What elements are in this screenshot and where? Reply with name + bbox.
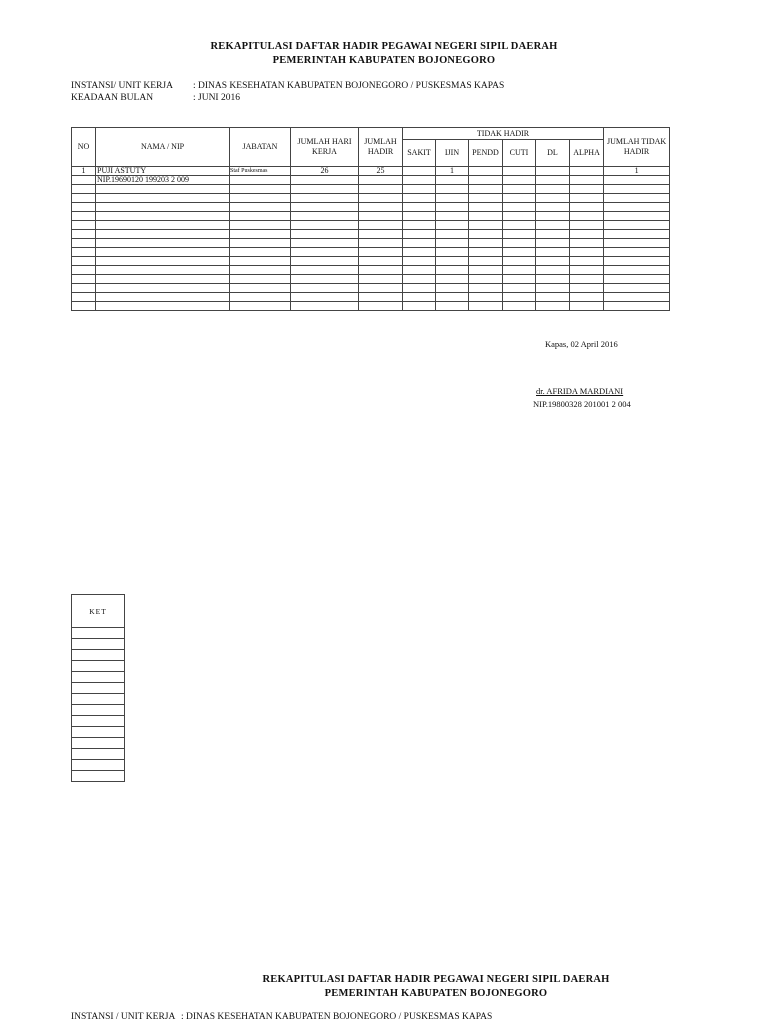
bulan-label: KEADAAN BULAN xyxy=(71,93,154,103)
table-row-empty xyxy=(72,266,670,275)
cell-jumlah-tidak-hadir: 1 xyxy=(604,167,670,176)
cell-empty xyxy=(436,212,469,221)
cell-empty xyxy=(536,221,570,230)
ket-cell xyxy=(72,760,125,771)
cell-empty xyxy=(96,257,230,266)
cell-empty xyxy=(230,275,291,284)
cell-empty xyxy=(604,194,670,203)
cell-jumlah-tidak-hadir xyxy=(604,176,670,185)
cell-empty xyxy=(536,212,570,221)
cell-dl xyxy=(536,167,570,176)
cell-empty xyxy=(469,257,503,266)
page2-title: REKAPITULASI DAFTAR HADIR PEGAWAI NEGERI SIPIL DAERAH xyxy=(262,974,610,985)
cell-empty xyxy=(604,185,670,194)
table-row-empty xyxy=(72,293,670,302)
cell-empty xyxy=(291,266,359,275)
cell-ijin xyxy=(436,176,469,185)
ket-cell xyxy=(72,749,125,760)
cell-empty xyxy=(503,185,536,194)
cell-cuti xyxy=(503,176,536,185)
table-row xyxy=(72,176,670,185)
cell-empty xyxy=(469,230,503,239)
cell-empty xyxy=(536,230,570,239)
cell-empty xyxy=(436,203,469,212)
cell-empty xyxy=(503,221,536,230)
cell-empty xyxy=(503,275,536,284)
cell-empty xyxy=(96,221,230,230)
cell-empty xyxy=(230,230,291,239)
cell-empty xyxy=(503,302,536,311)
ket-cell xyxy=(72,705,125,716)
cell-empty xyxy=(403,284,436,293)
cell-empty xyxy=(436,185,469,194)
ket-cell xyxy=(72,771,125,782)
cell-empty xyxy=(96,203,230,212)
cell-pendd xyxy=(469,176,503,185)
cell-empty xyxy=(604,230,670,239)
cell-empty xyxy=(403,194,436,203)
cell-empty xyxy=(291,203,359,212)
ket-cell xyxy=(72,683,125,694)
table-row-empty xyxy=(72,248,670,257)
table-row-empty xyxy=(72,284,670,293)
cell-empty xyxy=(536,239,570,248)
cell-empty xyxy=(72,266,96,275)
attendance-table xyxy=(71,127,670,311)
cell-empty xyxy=(604,239,670,248)
cell-empty xyxy=(604,284,670,293)
table-row-empty xyxy=(72,230,670,239)
cell-empty xyxy=(604,275,670,284)
ket-row xyxy=(72,672,125,683)
table-row-empty xyxy=(72,221,670,230)
cell-sakit xyxy=(403,167,436,176)
cell-empty xyxy=(230,239,291,248)
cell-nama: NIP.19690120 199203 2 009 xyxy=(96,176,230,185)
cell-empty xyxy=(436,266,469,275)
cell-empty xyxy=(403,203,436,212)
header-cuti: CUTI xyxy=(503,140,536,167)
ket-cell xyxy=(72,661,125,672)
cell-empty xyxy=(570,239,604,248)
header-ket: KET xyxy=(72,595,125,628)
cell-alpha xyxy=(570,167,604,176)
cell-empty xyxy=(469,302,503,311)
table-row-empty xyxy=(72,302,670,311)
cell-empty xyxy=(536,284,570,293)
cell-empty xyxy=(570,185,604,194)
cell-empty xyxy=(96,212,230,221)
header-nama: NAMA / NIP xyxy=(96,128,230,167)
cell-no: 1 xyxy=(72,167,96,176)
table-row-empty xyxy=(72,185,670,194)
cell-jabatan: Staf Puskesmas xyxy=(230,167,291,176)
cell-empty xyxy=(604,212,670,221)
cell-empty xyxy=(570,293,604,302)
cell-empty xyxy=(96,266,230,275)
cell-empty xyxy=(469,293,503,302)
instansi-value: : DINAS KESEHATAN KABUPATEN BOJONEGORO / PUSKESMAS KAPAS xyxy=(193,81,505,91)
cell-empty xyxy=(469,284,503,293)
cell-empty xyxy=(570,230,604,239)
cell-cuti xyxy=(503,167,536,176)
ket-cell xyxy=(72,639,125,650)
cell-empty xyxy=(436,248,469,257)
cell-empty xyxy=(72,185,96,194)
cell-empty xyxy=(436,284,469,293)
cell-empty xyxy=(72,221,96,230)
cell-empty xyxy=(72,293,96,302)
cell-empty xyxy=(536,248,570,257)
cell-empty xyxy=(403,302,436,311)
cell-empty xyxy=(469,194,503,203)
cell-dl xyxy=(536,176,570,185)
cell-empty xyxy=(72,212,96,221)
cell-empty xyxy=(570,248,604,257)
cell-empty xyxy=(403,266,436,275)
signer-name: dr. AFRIDA MARDIANI xyxy=(536,386,624,396)
cell-empty xyxy=(436,275,469,284)
cell-empty xyxy=(359,248,403,257)
cell-empty xyxy=(604,257,670,266)
cell-empty xyxy=(403,212,436,221)
header-no: NO xyxy=(72,128,96,167)
cell-ijin: 1 xyxy=(436,167,469,176)
header-sakit: SAKIT xyxy=(403,140,436,167)
cell-empty xyxy=(230,266,291,275)
cell-empty xyxy=(436,230,469,239)
cell-empty xyxy=(403,185,436,194)
table-row xyxy=(72,167,670,176)
cell-empty xyxy=(570,203,604,212)
cell-empty xyxy=(291,185,359,194)
place-date: Kapas, 02 April 2016 xyxy=(545,339,618,349)
ket-row xyxy=(72,749,125,760)
cell-empty xyxy=(359,194,403,203)
cell-empty xyxy=(503,257,536,266)
cell-empty xyxy=(469,266,503,275)
cell-empty xyxy=(72,284,96,293)
cell-empty xyxy=(403,257,436,266)
header-pendd: PENDD xyxy=(469,140,503,167)
cell-empty xyxy=(570,221,604,230)
cell-empty xyxy=(96,293,230,302)
cell-empty xyxy=(96,230,230,239)
cell-empty xyxy=(604,293,670,302)
signer-nip: NIP.19800328 201001 2 004 xyxy=(533,399,631,409)
table-row-empty xyxy=(72,203,670,212)
cell-empty xyxy=(359,212,403,221)
cell-empty xyxy=(536,194,570,203)
cell-empty xyxy=(503,203,536,212)
cell-empty xyxy=(604,203,670,212)
cell-empty xyxy=(469,275,503,284)
cell-empty xyxy=(230,248,291,257)
cell-empty xyxy=(604,248,670,257)
cell-empty xyxy=(536,257,570,266)
cell-nama: PUJI ASTUTY xyxy=(96,167,230,176)
header-alpha: ALPHA xyxy=(570,140,604,167)
cell-empty xyxy=(503,248,536,257)
cell-empty xyxy=(503,266,536,275)
cell-empty xyxy=(359,230,403,239)
cell-empty xyxy=(359,293,403,302)
ket-row xyxy=(72,716,125,727)
table-row-empty xyxy=(72,212,670,221)
cell-empty xyxy=(359,203,403,212)
cell-empty xyxy=(403,275,436,284)
cell-jabatan xyxy=(230,176,291,185)
cell-empty xyxy=(291,248,359,257)
cell-hari-kerja: 26 xyxy=(291,167,359,176)
cell-empty xyxy=(72,194,96,203)
cell-empty xyxy=(230,203,291,212)
cell-empty xyxy=(72,275,96,284)
cell-empty xyxy=(436,221,469,230)
cell-empty xyxy=(96,302,230,311)
cell-empty xyxy=(359,239,403,248)
cell-empty xyxy=(436,293,469,302)
cell-empty xyxy=(403,230,436,239)
instansi-label: INSTANSI/ UNIT KERJA xyxy=(71,81,173,91)
cell-empty xyxy=(291,275,359,284)
cell-sakit xyxy=(403,176,436,185)
page-title: REKAPITULASI DAFTAR HADIR PEGAWAI NEGERI SIPIL DAERAH xyxy=(210,41,558,52)
cell-empty xyxy=(536,302,570,311)
cell-empty xyxy=(359,221,403,230)
cell-empty xyxy=(536,293,570,302)
cell-empty xyxy=(230,257,291,266)
cell-empty xyxy=(230,284,291,293)
cell-hari-kerja xyxy=(291,176,359,185)
cell-empty xyxy=(72,239,96,248)
cell-empty xyxy=(570,257,604,266)
header-tidak-hadir: TIDAK HADIR xyxy=(403,128,604,140)
ket-row xyxy=(72,738,125,749)
cell-empty xyxy=(72,257,96,266)
cell-empty xyxy=(72,203,96,212)
cell-hadir xyxy=(359,176,403,185)
cell-empty xyxy=(291,221,359,230)
cell-empty xyxy=(503,212,536,221)
cell-empty xyxy=(403,239,436,248)
cell-empty xyxy=(291,194,359,203)
bulan-value: : JUNI 2016 xyxy=(193,93,240,103)
cell-empty xyxy=(291,212,359,221)
ket-cell xyxy=(72,650,125,661)
ket-cell xyxy=(72,716,125,727)
table-row-empty xyxy=(72,275,670,284)
cell-empty xyxy=(570,194,604,203)
cell-empty xyxy=(436,239,469,248)
ket-row xyxy=(72,727,125,738)
table-row-empty xyxy=(72,257,670,266)
cell-empty xyxy=(604,221,670,230)
cell-empty xyxy=(570,302,604,311)
header-hari-kerja: JUMLAH HARI KERJA xyxy=(291,128,359,167)
table-row-empty xyxy=(72,194,670,203)
cell-empty xyxy=(536,275,570,284)
cell-empty xyxy=(359,284,403,293)
page2-instansi-value: : DINAS KESEHATAN KABUPATEN BOJONEGORO / PUSKESMAS KAPAS xyxy=(181,1012,493,1022)
ket-row xyxy=(72,771,125,782)
cell-empty xyxy=(570,284,604,293)
cell-empty xyxy=(469,185,503,194)
cell-empty xyxy=(570,275,604,284)
ket-row xyxy=(72,705,125,716)
cell-empty xyxy=(359,257,403,266)
ket-row xyxy=(72,650,125,661)
cell-empty xyxy=(469,203,503,212)
cell-empty xyxy=(96,239,230,248)
cell-empty xyxy=(359,275,403,284)
ket-cell xyxy=(72,628,125,639)
cell-empty xyxy=(291,302,359,311)
cell-empty xyxy=(230,221,291,230)
cell-empty xyxy=(230,185,291,194)
ket-row xyxy=(72,694,125,705)
cell-empty xyxy=(291,257,359,266)
cell-empty xyxy=(570,266,604,275)
cell-empty xyxy=(436,257,469,266)
page2-subtitle: PEMERINTAH KABUPATEN BOJONEGORO xyxy=(324,988,548,999)
cell-empty xyxy=(503,284,536,293)
cell-empty xyxy=(469,221,503,230)
page-subtitle: PEMERINTAH KABUPATEN BOJONEGORO xyxy=(272,55,496,66)
cell-empty xyxy=(230,212,291,221)
ket-row xyxy=(72,661,125,672)
cell-empty xyxy=(403,248,436,257)
ket-cell xyxy=(72,694,125,705)
cell-empty xyxy=(230,194,291,203)
cell-empty xyxy=(291,230,359,239)
cell-hadir: 25 xyxy=(359,167,403,176)
cell-empty xyxy=(536,266,570,275)
cell-pendd xyxy=(469,167,503,176)
cell-empty xyxy=(503,293,536,302)
cell-empty xyxy=(503,194,536,203)
ket-table xyxy=(71,594,125,782)
cell-empty xyxy=(570,212,604,221)
cell-empty xyxy=(604,302,670,311)
ket-row xyxy=(72,683,125,694)
ket-row xyxy=(72,639,125,650)
cell-empty xyxy=(72,230,96,239)
cell-empty xyxy=(96,248,230,257)
cell-empty xyxy=(291,293,359,302)
cell-no xyxy=(72,176,96,185)
cell-empty xyxy=(503,230,536,239)
cell-empty xyxy=(359,185,403,194)
header-ijin: IJIN xyxy=(436,140,469,167)
ket-row xyxy=(72,628,125,639)
table-row-empty xyxy=(72,239,670,248)
cell-empty xyxy=(536,185,570,194)
ket-row xyxy=(72,760,125,771)
header-jumlah-tidak-hadir: JUMLAH TIDAK HADIR xyxy=(604,128,670,167)
cell-empty xyxy=(72,302,96,311)
cell-empty xyxy=(403,221,436,230)
cell-empty xyxy=(469,248,503,257)
header-dl: DL xyxy=(536,140,570,167)
cell-empty xyxy=(536,203,570,212)
cell-empty xyxy=(291,239,359,248)
cell-empty xyxy=(96,284,230,293)
cell-empty xyxy=(604,266,670,275)
cell-empty xyxy=(96,275,230,284)
ket-cell xyxy=(72,727,125,738)
cell-empty xyxy=(359,266,403,275)
cell-empty xyxy=(96,194,230,203)
cell-empty xyxy=(291,284,359,293)
cell-empty xyxy=(436,302,469,311)
ket-cell xyxy=(72,738,125,749)
cell-empty xyxy=(96,185,230,194)
cell-alpha xyxy=(570,176,604,185)
cell-empty xyxy=(230,293,291,302)
page2-instansi-label: INSTANSI / UNIT KERJA xyxy=(71,1012,176,1022)
cell-empty xyxy=(436,194,469,203)
cell-empty xyxy=(72,248,96,257)
cell-empty xyxy=(230,302,291,311)
cell-empty xyxy=(503,239,536,248)
header-hadir: JUMLAH HADIR xyxy=(359,128,403,167)
cell-empty xyxy=(403,293,436,302)
cell-empty xyxy=(469,239,503,248)
header-jabatan: JABATAN xyxy=(230,128,291,167)
ket-cell xyxy=(72,672,125,683)
cell-empty xyxy=(359,302,403,311)
cell-empty xyxy=(469,212,503,221)
